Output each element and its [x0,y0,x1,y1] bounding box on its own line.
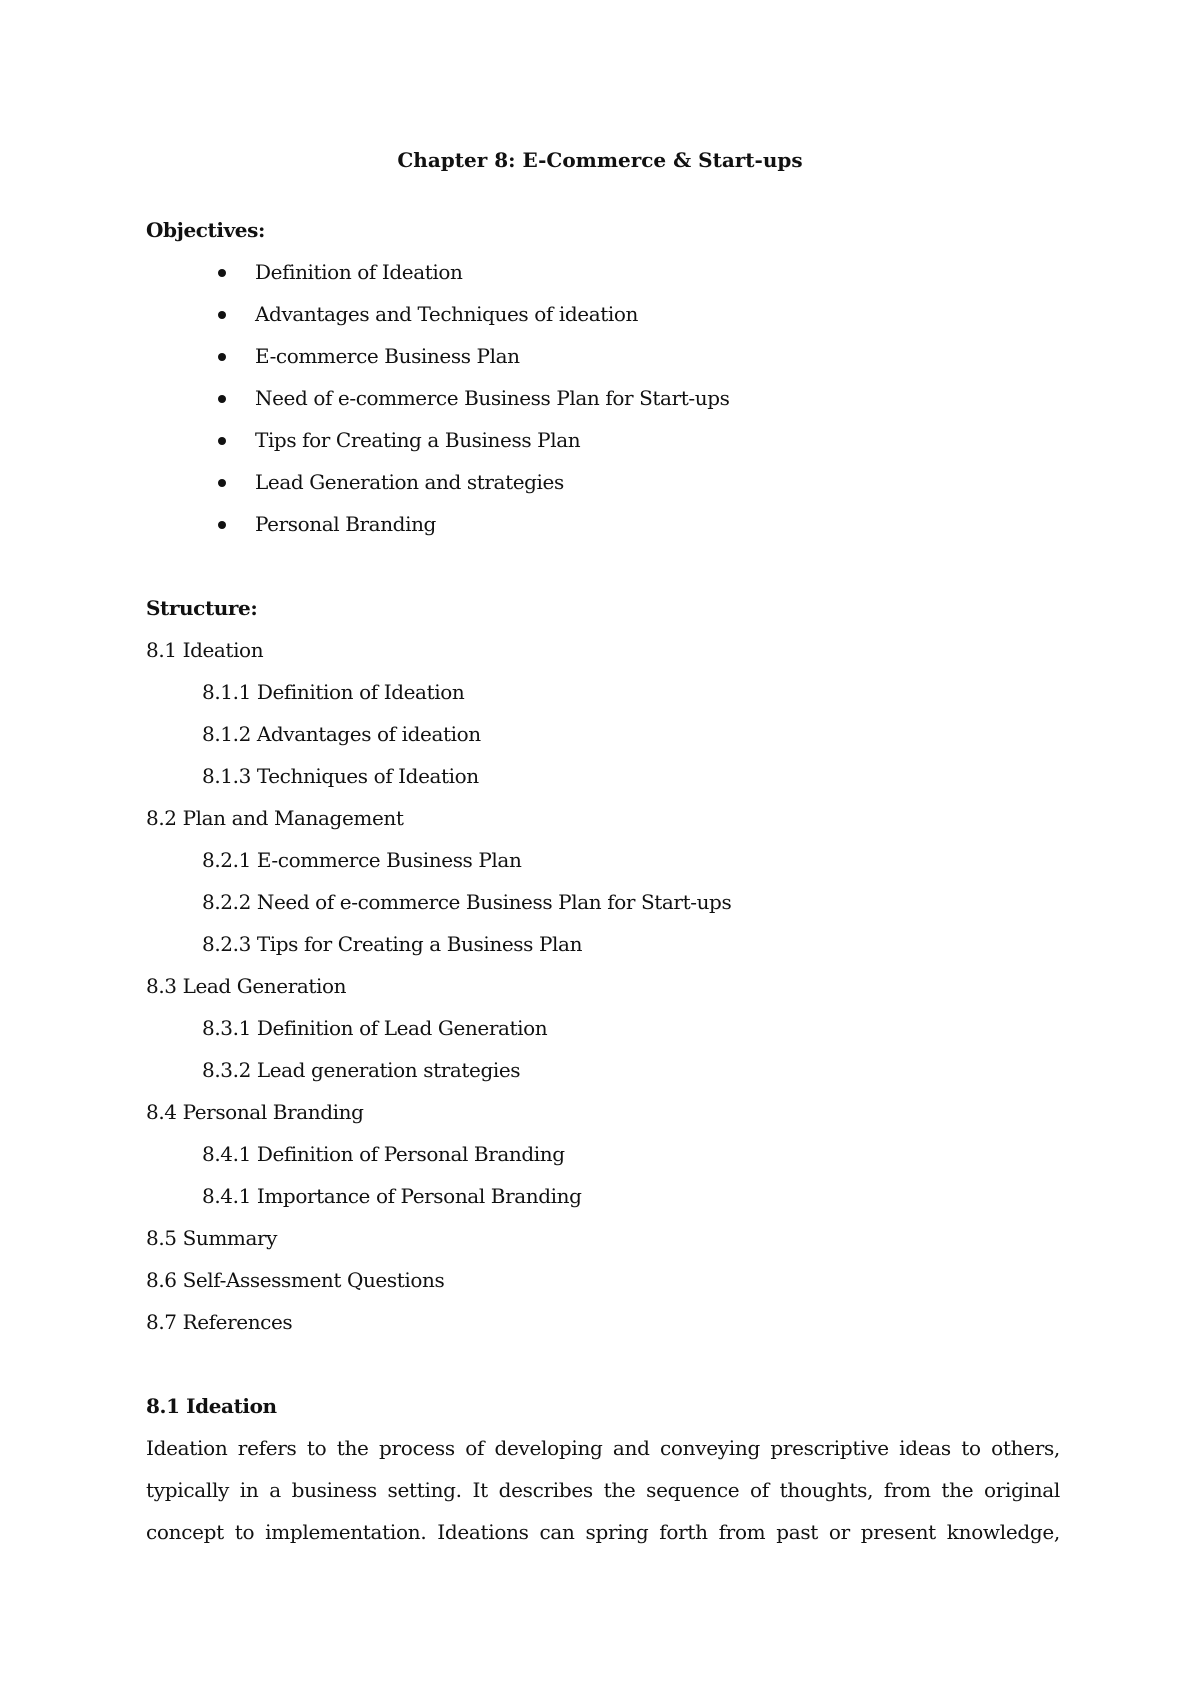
structure-section: 8.3 Lead Generation [146,974,347,998]
structure-subsection: 8.1.1 Definition of Ideation [202,680,465,704]
objective-text: Lead Generation and strategies [255,470,564,494]
structure-subsection: 8.1.2 Advantages of ideation [202,722,481,746]
structure-subsection: 8.3.1 Definition of Lead Generation [202,1016,548,1040]
structure-subsection: 8.1.3 Techniques of Ideation [202,764,479,788]
paragraph-line: concept to implementation. Ideations can spring forth from past or present knowledge, [146,1520,1060,1544]
structure-section: 8.2 Plan and Management [146,806,404,830]
structure-section: 8.5 Summary [146,1226,278,1250]
objective-text: E-commerce Business Plan [255,344,520,368]
bullet-icon [218,521,226,529]
structure-subsection: 8.3.2 Lead generation strategies [202,1058,521,1082]
paragraph-line: typically in a business setting. It describes the sequence of thoughts, from the original [146,1478,1060,1502]
section-heading: 8.1 Ideation [146,1394,277,1418]
paragraph-line: Ideation refers to the process of developing and conveying prescriptive ideas to others, [146,1436,1060,1460]
chapter-title: Chapter 8: E-Commerce & Start-ups [397,148,803,172]
objective-text: Definition of Ideation [255,260,463,284]
structure-section: 8.7 References [146,1310,293,1334]
bullet-icon [218,353,226,361]
objective-text: Need of e-commerce Business Plan for Start-ups [255,386,730,410]
bullet-icon [218,395,226,403]
objective-text: Advantages and Techniques of ideation [255,302,638,326]
structure-subsection: 8.2.2 Need of e-commerce Business Plan for Start-ups [202,890,732,914]
bullet-icon [218,437,226,445]
objectives-heading: Objectives: [146,218,265,242]
structure-heading: Structure: [146,596,258,620]
structure-subsection: 8.4.1 Definition of Personal Branding [202,1142,565,1166]
structure-subsection: 8.4.1 Importance of Personal Branding [202,1184,582,1208]
structure-section: 8.1 Ideation [146,638,264,662]
bullet-icon [218,311,226,319]
structure-subsection: 8.2.1 E-commerce Business Plan [202,848,522,872]
bullet-icon [218,269,226,277]
structure-subsection: 8.2.3 Tips for Creating a Business Plan [202,932,583,956]
objective-text: Tips for Creating a Business Plan [255,428,581,452]
objective-text: Personal Branding [255,512,436,536]
bullet-icon [218,479,226,487]
structure-section: 8.4 Personal Branding [146,1100,364,1124]
structure-section: 8.6 Self-Assessment Questions [146,1268,445,1292]
